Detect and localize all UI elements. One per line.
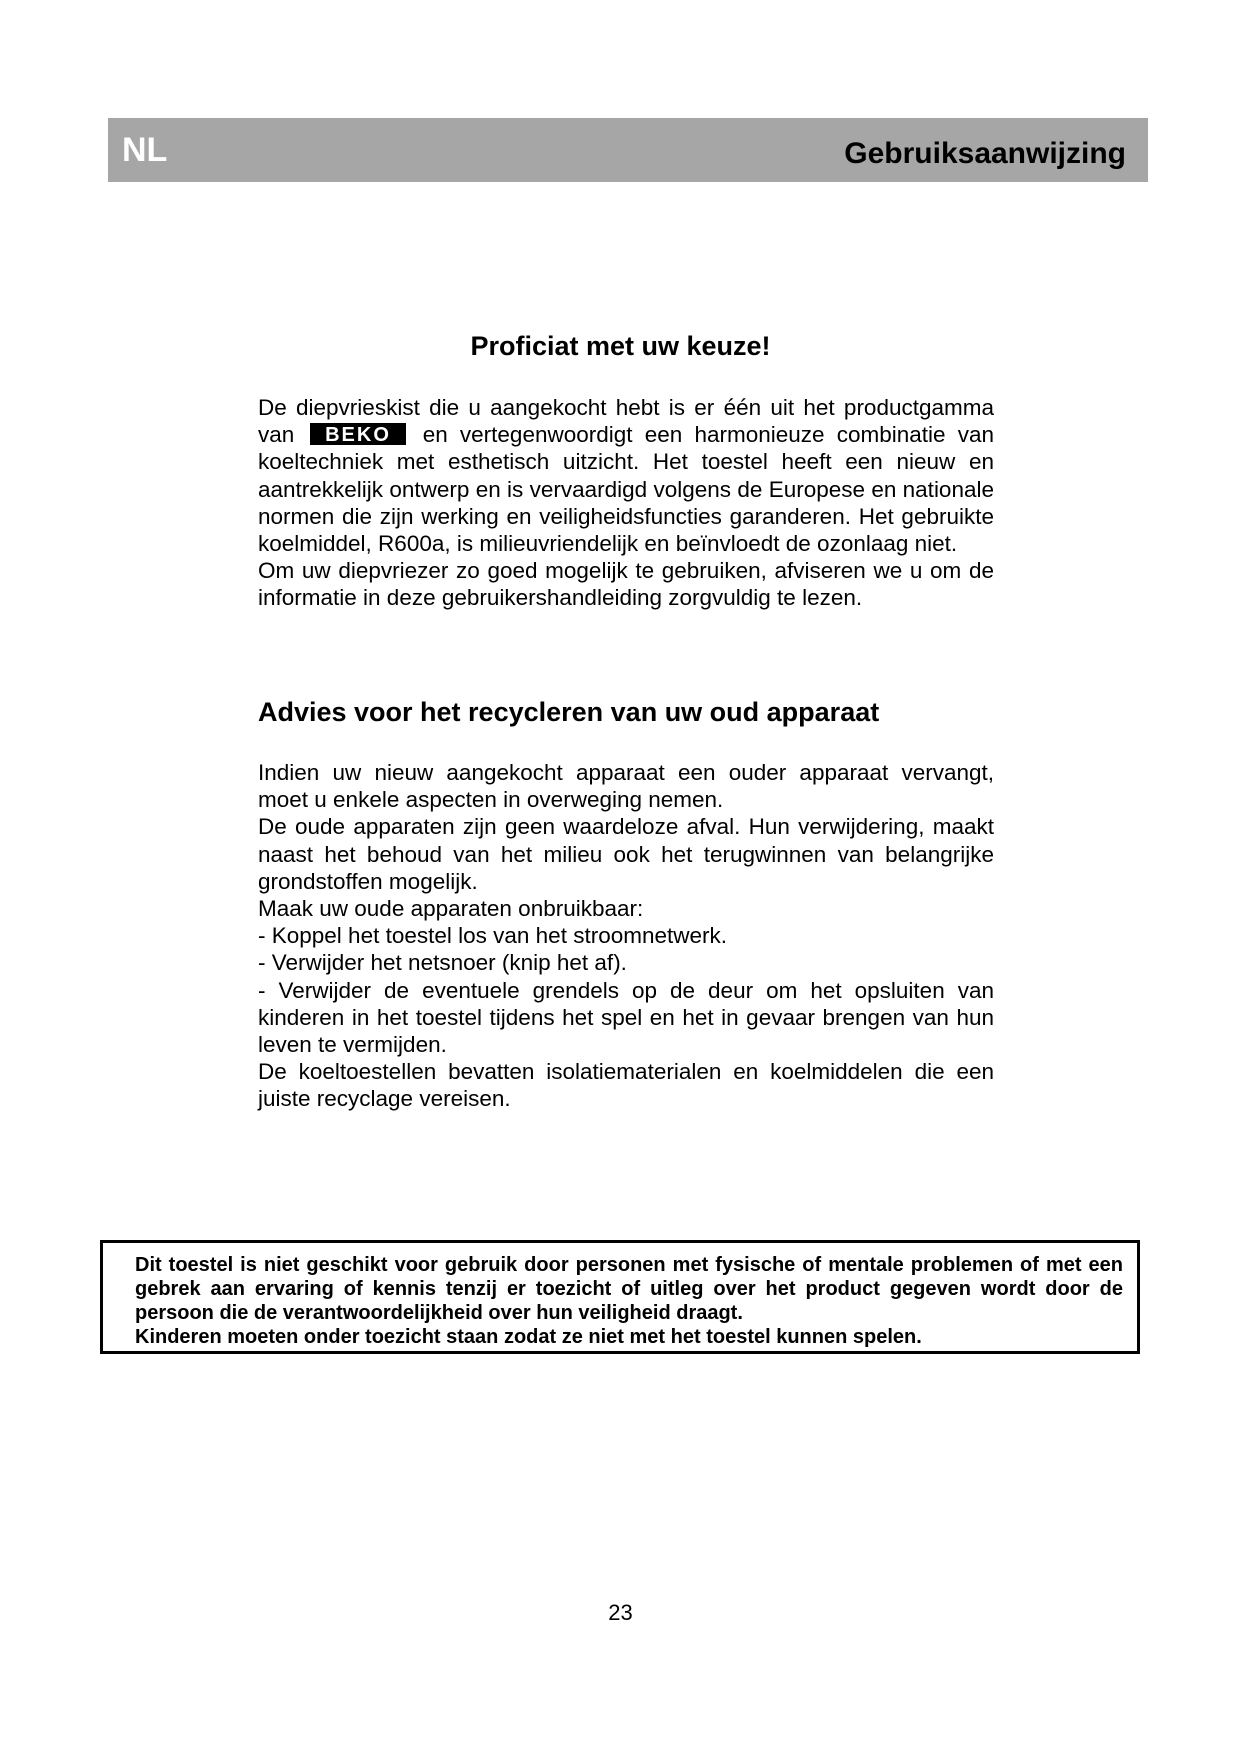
language-code: NL [122,131,168,169]
header-bar [108,118,1148,182]
recycling-list-item: - Verwijder de eventuele grendels op de deur om het opsluiten van kinderen in het toestel tijdens het spel en het in gevaar brengen van hun leven te vermijden. [258,977,994,1058]
page-number: 23 [608,1600,633,1625]
warning-paragraph-2: Kinderen moeten onder toezicht staan zodat ze niet met het toestel kunnen spelen. [135,1326,922,1348]
recycling-list-item: - Verwijder het netsnoer (knip het af). [258,950,627,976]
intro-paragraph-1 [258,394,994,557]
recycling-list-item: - Koppel het toestel los van het stroomnetwerk. [258,923,727,949]
recycling-heading: Advies voor het recycleren van uw oud apparaat [258,697,880,727]
warning-paragraph-1: Dit toestel is niet geschikt voor gebruik door personen met fysische of mentale problemen of met een gebrek aan ervaring of kennis tenzij er toezicht of uitleg over het product gegeven wordt door de persoon die de verantwoordelijkheid over hun veiligheid draagt. [135,1254,1123,1324]
intro-paragraph-2: Om uw diepvriezer zo goed mogelijk te gebruiken, afviseren we u om de informatie in deze gebruikershandleiding zorgvuldig te lezen. [258,558,994,611]
intro-heading: Proficiat met uw keuze! [470,331,771,361]
intro-text-start: De diepvrieskist die u aangekocht hebt is er één uit het productgamma van [258,395,994,448]
recycling-paragraph-4: De koeltoestellen bevatten isolatiematerialen en koelmiddelen die een juiste recyclage vereisen. [258,1059,994,1112]
recycling-paragraph-3: Maak uw oude apparaten onbruikbaar: [258,896,644,922]
recycling-section [258,759,994,1113]
beko-logo [310,423,406,445]
intro-text-end: en vertegenwoordigt een harmonieuze combinatie van koeltechniek met esthetisch uitzicht. Het toestel heeft een nieuw en aantrekkelijk ontwerp en is vervaardigd volgens de Europese en nationale normen die zijn werking en veiligheidsfuncties garanderen. Het gebruikte koelmiddel, R600a, is milieuvriendelijk en beïnvloedt de ozonlaag niet. [258,422,994,557]
document-title: Gebruiksaanwijzing [844,137,1126,170]
intro-section [258,394,994,612]
recycling-paragraph-1: Indien uw nieuw aangekocht apparaat een ouder apparaat vervangt, moet u enkele aspecten in overweging nemen. [258,760,994,813]
safety-warning-box [100,1240,1140,1354]
beko-logo-text: BEKO [325,424,392,446]
recycling-paragraph-2: De oude apparaten zijn geen waardeloze afval. Hun verwijdering, maakt naast het behoud van het milieu ook het terugwinnen van belangrijke grondstoffen mogelijk. [258,814,994,894]
